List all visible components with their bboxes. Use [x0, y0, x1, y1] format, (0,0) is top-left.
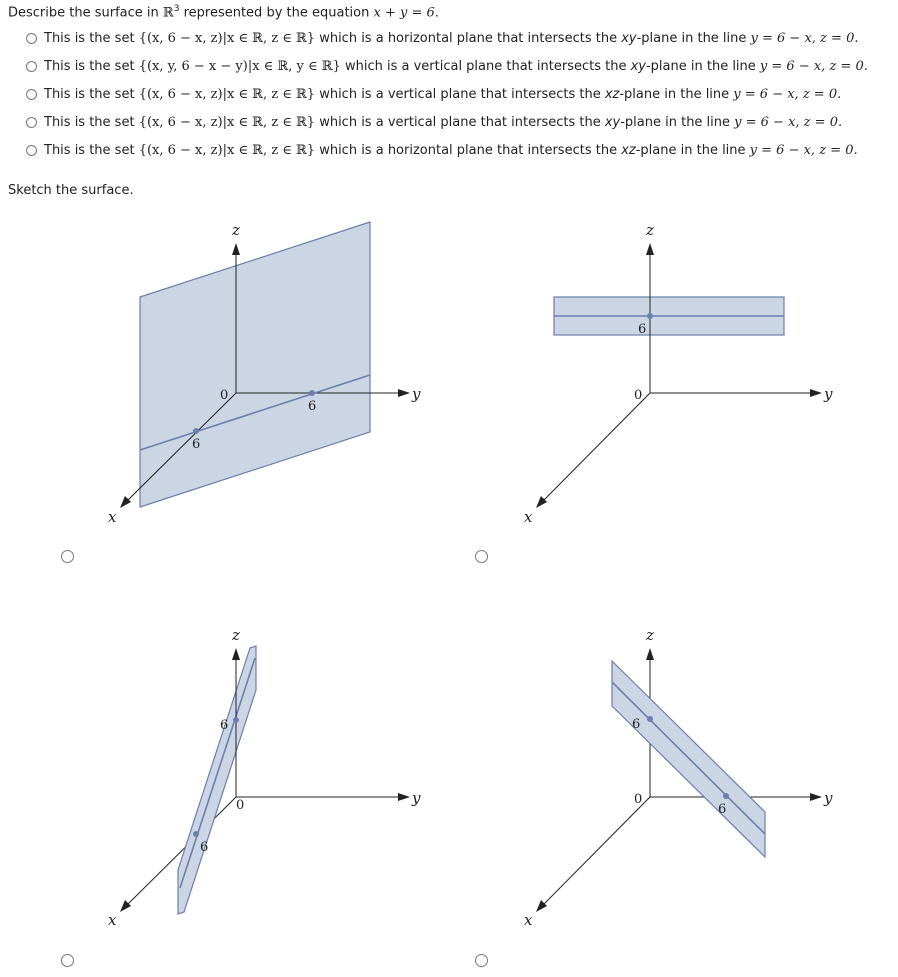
- option-5-label: This is the set {(x, 6 − x, z)|x ∈ ℝ, z ∈ ℝ} which is a horizontal plane that intersects the xz-plane in the line y = 6 − x, z = 0.: [44, 142, 858, 158]
- z-tick-label: 6: [632, 717, 641, 732]
- option-5[interactable]: [26, 136, 868, 164]
- z-intercept-point: [233, 717, 239, 723]
- x-intercept-point: [193, 428, 199, 434]
- z-arrowhead: [646, 648, 654, 660]
- graph-3-radio[interactable]: [61, 954, 74, 967]
- graph-3: [100, 620, 440, 940]
- trace-line: [180, 658, 255, 888]
- y-axis-label: y: [824, 789, 833, 807]
- x-axis-label: x: [524, 508, 533, 526]
- x-axis: [542, 393, 650, 502]
- y-axis-label: y: [824, 385, 833, 403]
- x-axis-label: x: [524, 911, 533, 929]
- z-arrowhead: [232, 243, 240, 255]
- option-5-radio[interactable]: [26, 145, 37, 156]
- z-arrowhead: [232, 648, 240, 660]
- z-intercept-point: [647, 716, 653, 722]
- origin-label: 0: [236, 798, 245, 813]
- option-2[interactable]: [26, 52, 868, 80]
- plane-surface: [178, 646, 256, 914]
- y-tick-label: 6: [308, 399, 317, 414]
- graph-2-radio[interactable]: [475, 550, 488, 563]
- y-arrowhead: [398, 389, 410, 397]
- origin-label: 0: [634, 388, 643, 403]
- graph-4: [510, 620, 850, 940]
- x-arrowhead: [536, 496, 547, 508]
- z-tick-label: 6: [638, 322, 647, 337]
- x-axis-label: x: [108, 508, 117, 526]
- answer-options: [26, 24, 868, 164]
- option-4[interactable]: [26, 108, 868, 136]
- z-tick-label: 6: [220, 718, 229, 733]
- option-1-radio[interactable]: [26, 33, 37, 44]
- option-1[interactable]: [26, 24, 868, 52]
- y-arrowhead: [398, 793, 410, 801]
- y-intercept-point: [309, 390, 315, 396]
- z-intercept-point: [647, 313, 653, 319]
- graph-1: [100, 215, 440, 535]
- x-arrowhead: [120, 496, 131, 508]
- plane-surface: [140, 222, 370, 507]
- option-3-radio[interactable]: [26, 89, 37, 100]
- x-tick-label: 6: [200, 840, 209, 855]
- option-4-label: This is the set {(x, 6 − x, z)|x ∈ ℝ, z ∈ ℝ} which is a vertical plane that intersects the xy-plane in the line y = 6 − x, z = 0.: [44, 114, 843, 130]
- y-axis-label: y: [412, 789, 421, 807]
- sketch-prompt: Sketch the surface.: [8, 183, 134, 198]
- x-axis: [542, 797, 650, 906]
- z-axis-label: z: [232, 221, 240, 239]
- graph-1-radio[interactable]: [61, 550, 74, 563]
- z-axis-label: z: [646, 221, 654, 239]
- y-arrowhead: [810, 793, 822, 801]
- option-1-label: This is the set {(x, 6 − x, z)|x ∈ ℝ, z ∈ ℝ} which is a horizontal plane that intersects the xy-plane in the line y = 6 − x, z = 0.: [44, 30, 859, 46]
- z-arrowhead: [646, 243, 654, 255]
- graph-4-radio[interactable]: [475, 954, 488, 967]
- y-axis-label: y: [412, 385, 421, 403]
- y-tick-label: 6: [718, 802, 727, 817]
- graph-2: [510, 215, 850, 535]
- y-arrowhead: [810, 389, 822, 397]
- x-arrowhead: [120, 900, 131, 912]
- option-2-radio[interactable]: [26, 61, 37, 72]
- z-axis-label: z: [232, 626, 240, 644]
- x-arrowhead: [536, 900, 547, 912]
- trace-line: [612, 682, 765, 834]
- x-tick-label: 6: [192, 437, 201, 452]
- origin-label: 0: [634, 792, 643, 807]
- origin-label: 0: [220, 388, 229, 403]
- option-3-label: This is the set {(x, 6 − x, z)|x ∈ ℝ, z ∈ ℝ} which is a vertical plane that intersects the xz-plane in the line y = 6 − x, z = 0.: [44, 86, 842, 102]
- x-intercept-point: [193, 831, 199, 837]
- question-text: Describe the surface in ℝ$^3$ represented by the equation x + y = 6.: [8, 4, 439, 21]
- x-axis-label: x: [108, 911, 117, 929]
- option-4-radio[interactable]: [26, 117, 37, 128]
- y-intercept-point: [723, 793, 729, 799]
- option-2-label: This is the set {(x, y, 6 − x − y)|x ∈ ℝ, y ∈ ℝ} which is a vertical plane that intersects the xy-plane in the line y = 6 − x, z = 0.: [44, 58, 868, 74]
- z-axis-label: z: [646, 626, 654, 644]
- option-3[interactable]: [26, 80, 868, 108]
